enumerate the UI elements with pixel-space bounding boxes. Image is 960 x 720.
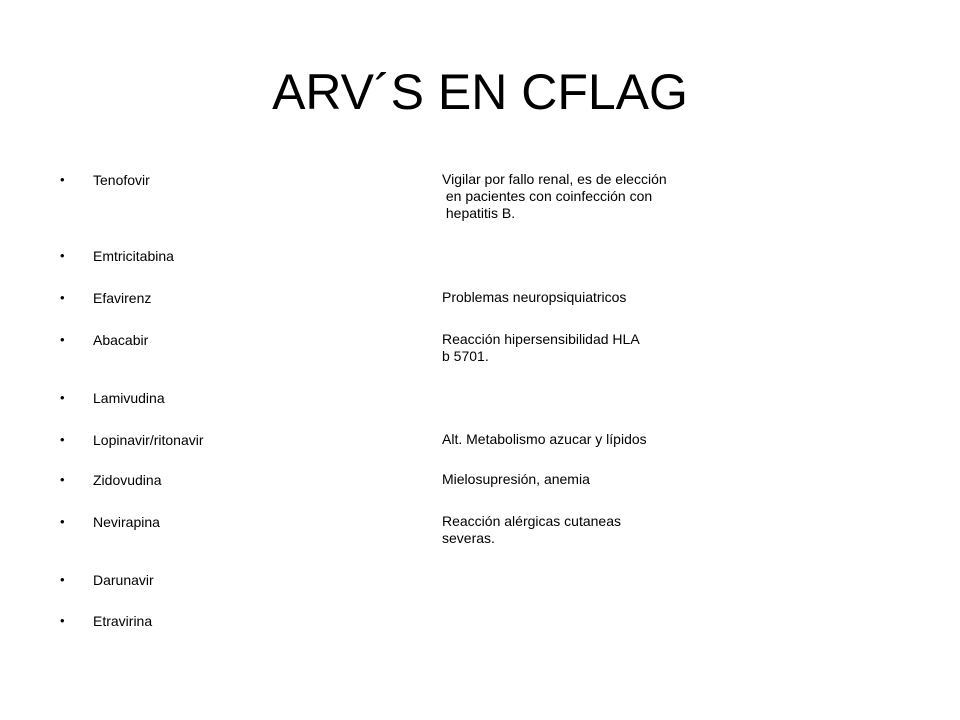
bullet-icon: • [60,332,65,347]
bullet-icon: • [60,248,65,263]
drug-name: Emtricitabina [93,248,174,264]
bullet-icon: • [60,172,65,187]
bullet-icon: • [60,572,65,587]
drug-note-line: Alt. Metabolismo azucar y lípidos [442,431,647,447]
drug-note [442,431,647,448]
drug-note-line: Mielosupresión, anemia [442,471,590,487]
drug-note [442,171,667,222]
drug-name: Lamivudina [93,390,165,406]
drug-note-line: Reacción hipersensibilidad HLA [442,331,640,347]
drug-note-line: Reacción alérgicas cutaneas [442,513,621,529]
drug-note [442,471,590,488]
bullet-icon: • [60,432,65,447]
drug-name: Abacabir [93,332,149,348]
drug-name: Nevirapina [93,514,160,530]
drug-note-line: hepatitis B. [442,205,516,221]
drug-note-line: Vigilar por fallo renal, es de elección [442,171,667,187]
bullet-icon: • [60,472,65,487]
drug-note-line: b 5701. [442,348,489,364]
drug-note-line: Problemas neuropsiquiatricos [442,289,627,305]
drug-note [442,289,626,306]
slide-title: ARV´S EN CFLAG [272,64,688,120]
bullet-icon: • [60,390,65,405]
drug-name: Darunavir [93,572,154,588]
drug-note-line: en pacientes con coinfección con [442,188,653,204]
bullet-icon: • [60,514,65,529]
drug-name: Etravirina [93,613,153,629]
drug-name: Efavirenz [93,290,152,306]
drug-name: Zidovudina [93,472,162,488]
drug-note [442,331,640,365]
bullet-icon: • [60,613,65,628]
drug-note-line: severas. [442,530,495,546]
drug-note [442,513,621,547]
drug-name: Lopinavir/ritonavir [93,432,204,448]
bullet-icon: • [60,290,65,305]
drug-name: Tenofovir [93,172,150,188]
